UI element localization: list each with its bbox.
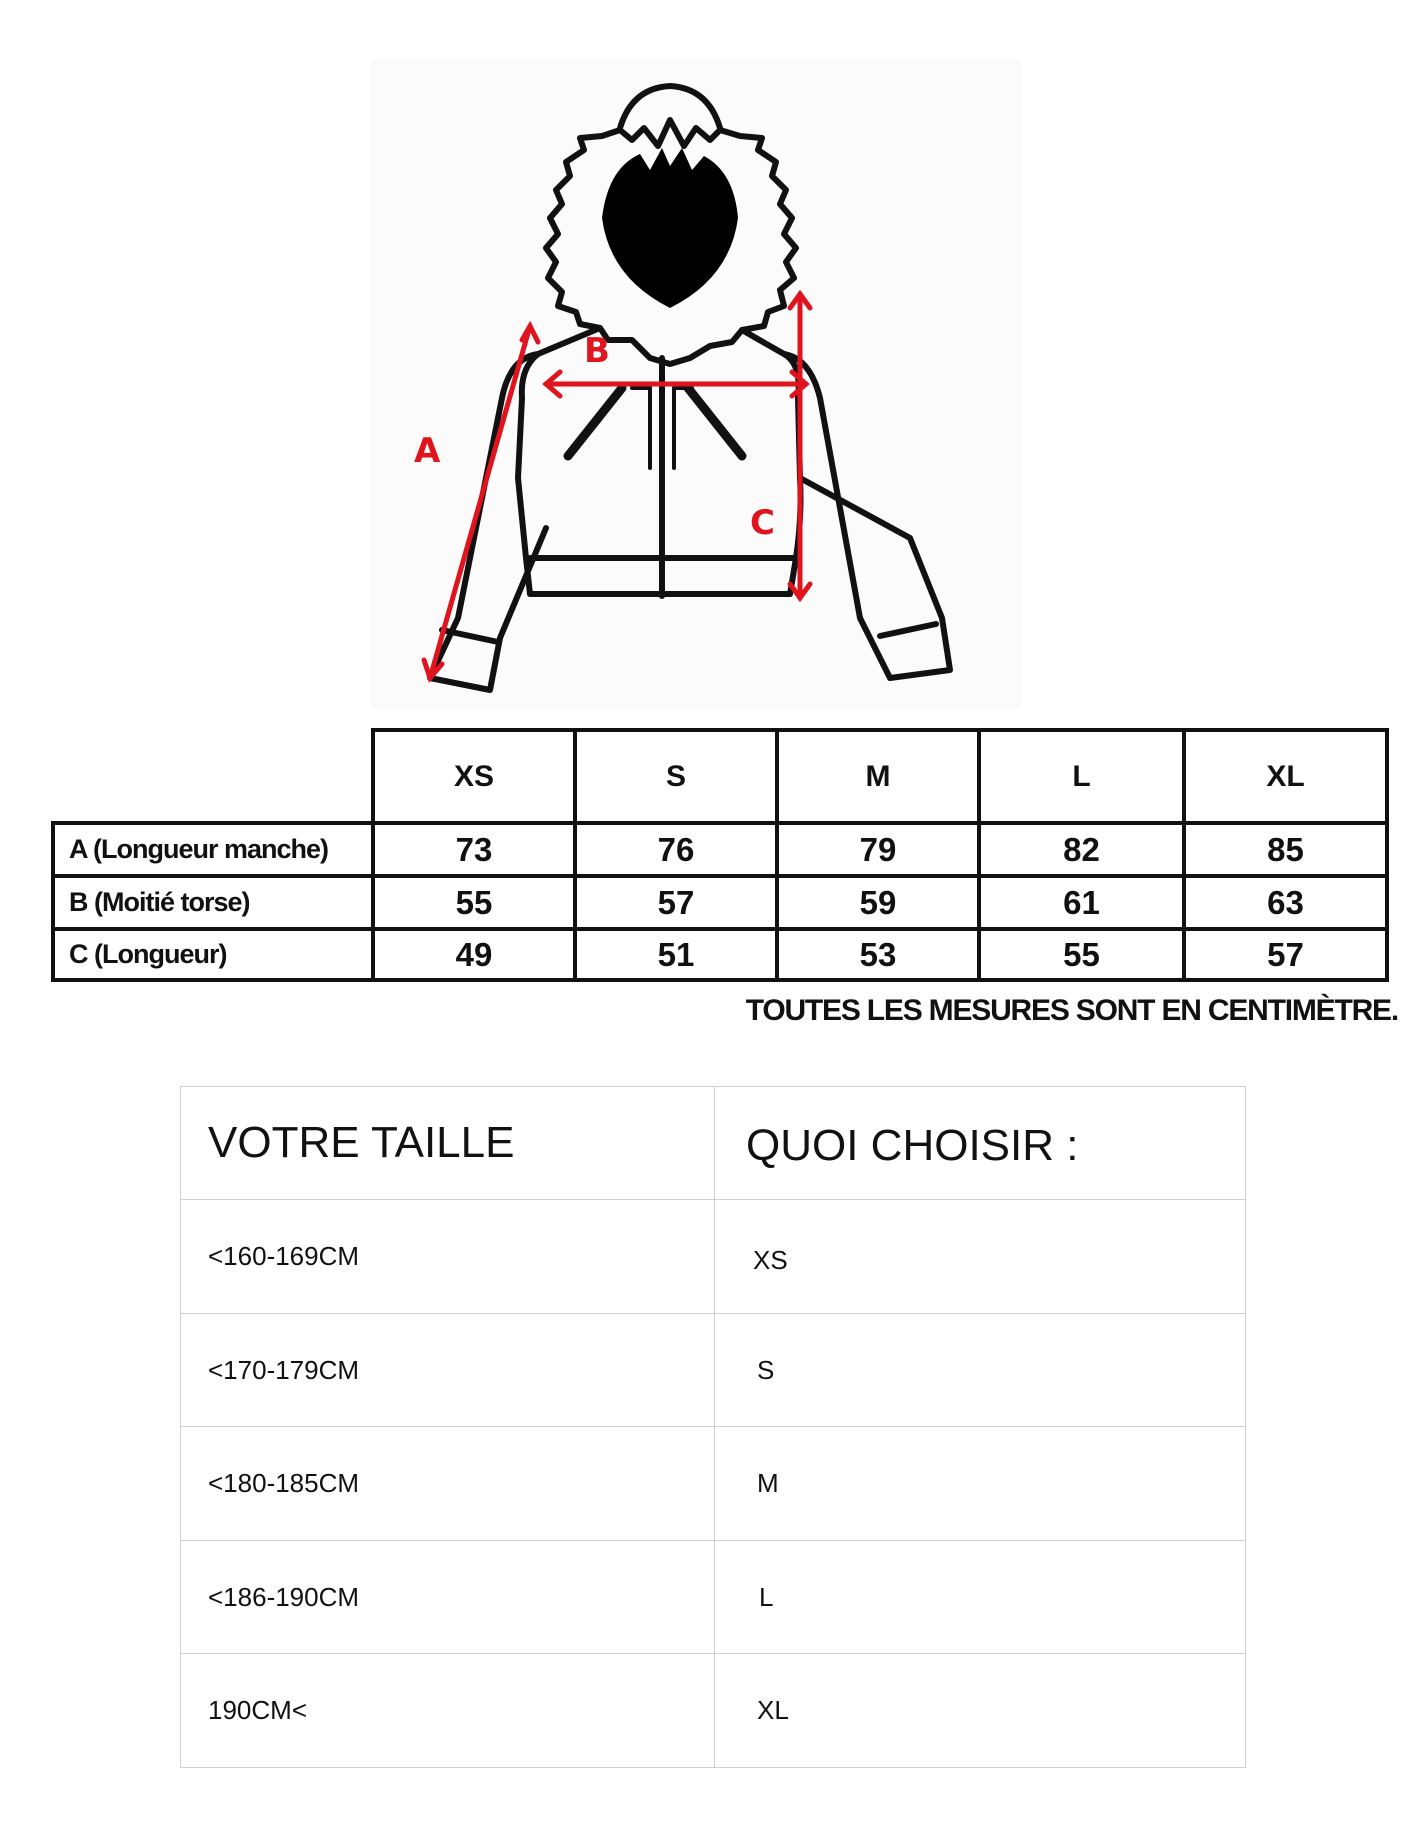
height-range: 190CM< [180, 1653, 715, 1768]
height-range: <160-169CM [180, 1199, 715, 1314]
placket-left [632, 388, 650, 468]
header-your-height: VOTRE TAILLE [180, 1086, 715, 1200]
height-range: <170-179CM [180, 1313, 715, 1427]
units-note: TOUTES LES MESURES SONT EN CENTIMÈTRE. [745, 994, 1398, 1027]
recommended-size: XL [714, 1653, 1246, 1768]
jacket-diagram [370, 58, 1022, 710]
cell-value: 63 [1182, 874, 1389, 931]
cell-value: 79 [775, 821, 981, 878]
size-header-xl: XL [1182, 728, 1389, 825]
recommended-size: XS [714, 1199, 1246, 1314]
size-header-l: L [977, 728, 1186, 825]
cell-value: 55 [371, 874, 577, 931]
right-cuff-line [880, 624, 936, 636]
row-label-a: A (Longueur manche) [51, 821, 375, 878]
row-label-c: C (Longueur) [51, 927, 375, 982]
cell-value: 55 [977, 927, 1186, 982]
jacket-illustration [370, 58, 1022, 710]
height-range: <180-185CM [180, 1426, 715, 1541]
hood-inner [602, 148, 738, 308]
height-range: <186-190CM [180, 1540, 715, 1654]
size-header-m: M [775, 728, 981, 825]
recommended-size: M [714, 1426, 1246, 1541]
label-b: B [584, 331, 610, 371]
placket-right [674, 388, 692, 468]
cell-value: 82 [977, 821, 1186, 878]
cell-value: 51 [573, 927, 779, 982]
header-what-to-choose: QUOI CHOISIR : [714, 1086, 1246, 1200]
right-pocket [688, 388, 742, 456]
cell-value: 57 [1182, 927, 1389, 982]
label-a: A [414, 431, 441, 471]
cell-value: 85 [1182, 821, 1389, 878]
label-c: C [750, 503, 775, 543]
cell-value: 61 [977, 874, 1186, 931]
cell-value: 57 [573, 874, 779, 931]
cell-value: 76 [573, 821, 779, 878]
arrow-a [430, 326, 530, 678]
left-pocket [568, 388, 622, 456]
cell-value: 73 [371, 821, 577, 878]
cell-value: 59 [775, 874, 981, 931]
cell-value: 53 [775, 927, 981, 982]
recommended-size: S [714, 1313, 1246, 1427]
recommended-size: L [714, 1540, 1246, 1654]
size-header-s: S [573, 728, 779, 825]
row-label-b: B (Moitié torse) [51, 874, 375, 931]
cell-value: 49 [371, 927, 577, 982]
size-header-xs: XS [371, 728, 577, 825]
